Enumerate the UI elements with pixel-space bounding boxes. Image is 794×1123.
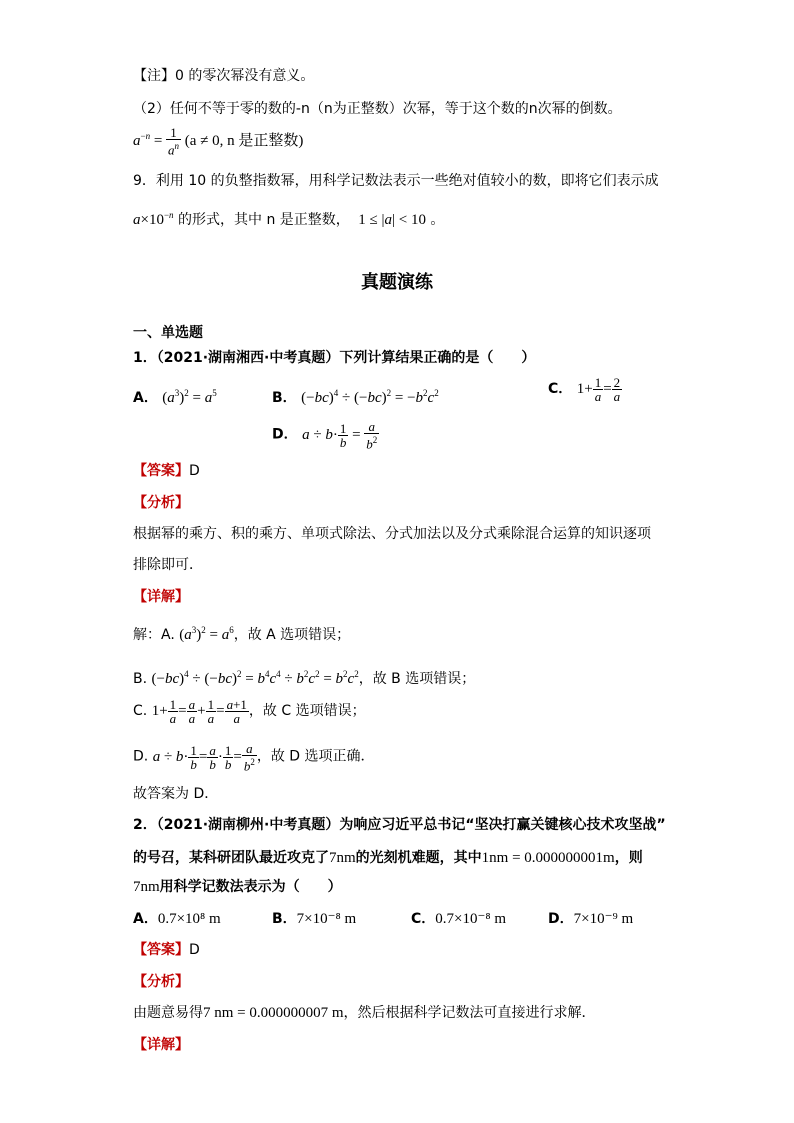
q1-analysis-1: 根据幂的乘方、积的乘方、单项式除法、分式加法以及分式乘除混合运算的知识逐项 <box>133 526 651 542</box>
q2-stem-2: 的号召，某科研团队最近攻克了7nm的光刻机难题，其中1nm = 0.000000001m，则 <box>133 850 643 866</box>
q1-option-a: A． $(a^3)^2 = a^5$ <box>133 388 217 406</box>
q2-answer: 【答案】D <box>133 942 200 958</box>
q1-option-b: B． $(-bc)^4 \div (-bc)^2 = -b^2c^2$ <box>272 388 439 406</box>
q1-detail-tag: 【详解】 <box>133 589 189 605</box>
q1-analysis-2: 排除即可． <box>133 557 203 573</box>
item-9-line-2: $a\times 10^{-n}$ 的形式，其中 n 是正整数， 1 ≤ |a| < 10 。 <box>133 210 445 228</box>
q2-analysis-1: 由题意易得7 nm = 0.000000007 m，然后根据科学记数法可直接进行求解． <box>133 1005 596 1021</box>
q1-conclusion: 故答案为 D． <box>133 786 219 802</box>
q1-detail-c: C. 1+ $\frac{1}{a}$ = $\frac{a}{a}$ + $\frac{1}{a}$ = $\frac{a+1}{a}$ ，故 C 选项错误； <box>133 697 366 726</box>
section-title: 真题演练 <box>361 272 433 293</box>
rule-2-text: （2）任何不等于零的数的-n（n为正整数）次幂，等于这个数的n次幂的倒数。 <box>133 101 622 117</box>
formula-fraction: $\frac{1}{a^n}$ <box>168 125 180 158</box>
q1-detail-a: 解：A. $(a^3)^2 = a^6$，故 A 选项错误； <box>133 625 351 643</box>
q2-option-d: D．7×10⁻⁹ m <box>548 911 634 927</box>
q2-option-b: B．7×10⁻⁸ m <box>272 911 357 927</box>
q2-option-a: A．0.7×10⁸ m <box>133 911 221 927</box>
q1-option-d: D． a ÷ b· $\frac{1}{b}$ = $\frac{a}{b^2}$ <box>272 419 378 452</box>
q1-analysis-tag: 【分析】 <box>133 495 189 511</box>
formula-condition: (a ≠ 0, n 是正整数) <box>184 133 304 149</box>
section-single-choice: 一、单选题 <box>133 325 203 341</box>
negative-exponent-formula: $a^{-n}$ = $\frac{1}{a^n}$ (a ≠ 0, n 是正整数) <box>133 125 304 158</box>
q1-option-c: C． 1+ $\frac{1}{a}$ = $\frac{2}{a}$ <box>548 375 621 404</box>
q2-detail-tag: 【详解】 <box>133 1037 189 1053</box>
q2-option-c: C．0.7×10⁻⁸ m <box>411 911 507 927</box>
q1-detail-d: D. a ÷ b· $\frac{1}{b}$ = $\frac{a}{b}$ · $\frac{1}{b}$ = $\frac{a}{b^2}$ ，故 D 选项正确． <box>133 741 375 774</box>
q1-stem: 1．（2021·湖南湘西·中考真题）下列计算结果正确的是（ ） <box>133 350 536 366</box>
q2-stem-1: 2．（2021·湖南柳州·中考真题）为响应习近平总书记“坚决打赢关键核心技术攻坚战” <box>133 817 666 833</box>
q2-stem-3: 7nm用科学记数法表示为（ ） <box>133 879 342 895</box>
item-9-line-1: 9．利用 10 的负整指数幂，用科学记数法表示一些绝对值较小的数，即将它们表示成 <box>133 173 659 189</box>
note-line: 【注】0 的零次幂没有意义。 <box>133 68 315 84</box>
q1-answer: 【答案】D <box>133 463 200 479</box>
q1-detail-b: B. $(-bc)^4 \div (-bc)^2 = b^4c^4 \div b^2c^2 = b^2c^2$，故 B 选项错误； <box>133 669 476 687</box>
q2-analysis-tag: 【分析】 <box>133 974 189 990</box>
